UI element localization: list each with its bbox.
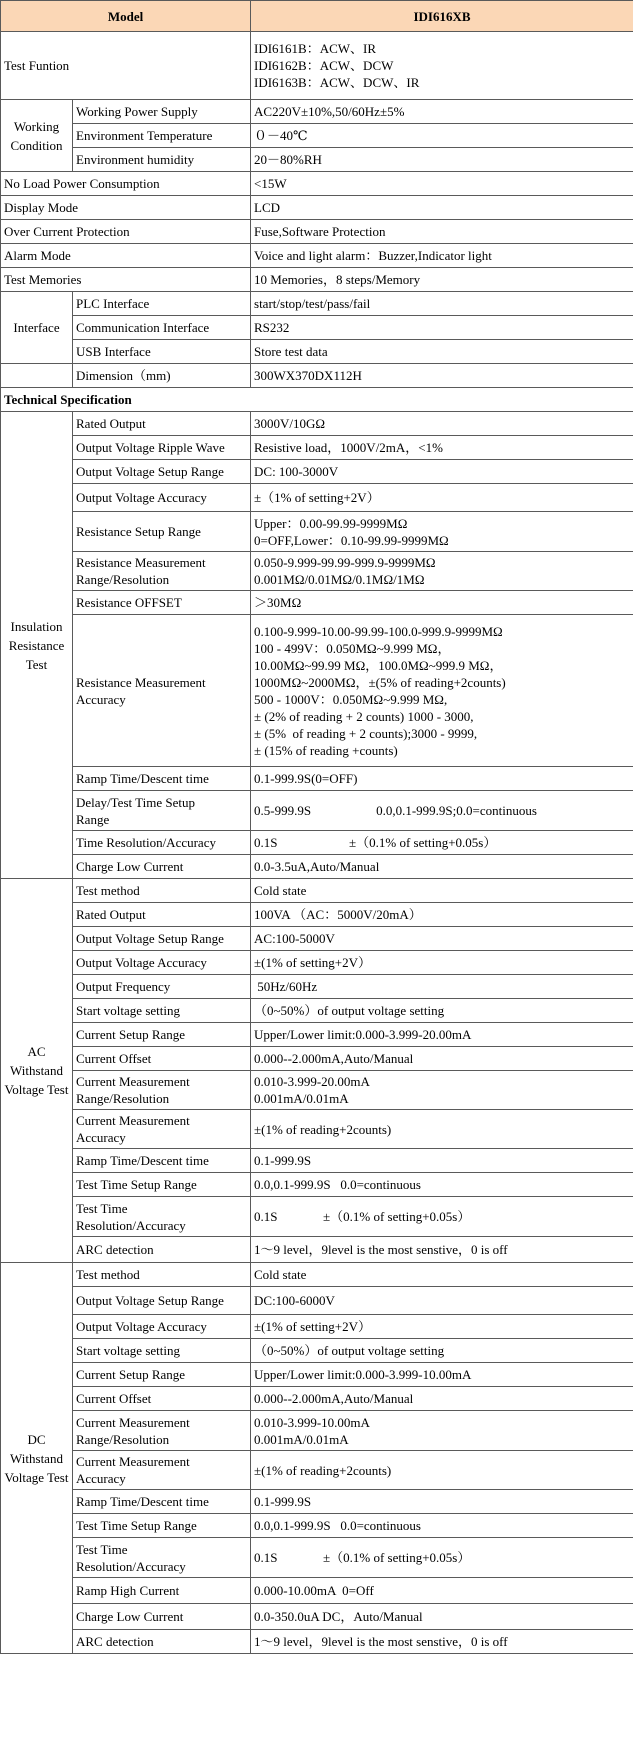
param-value [251,1339,633,1363]
param-name [73,460,251,484]
param-value [251,1149,633,1173]
value-line: 0.1S ±（0.1% of setting+0.05s） [254,835,497,850]
value-line: 0.1-999.9S(0=OFF) [254,771,358,786]
param-name: Working Power Supply [73,100,251,124]
param-value [251,460,633,484]
value-line: ± (15% of reading +counts) [254,742,398,758]
param-line: Resistance Measurement [76,555,206,570]
test-function-row [1,32,633,100]
param-value [251,1173,633,1197]
param-name [73,951,251,975]
param-name [73,1110,251,1149]
param-line: Ramp High Current [76,1583,180,1598]
spec-row [1,1578,633,1604]
section-label: DC Withstand Voltage Test [1,1263,73,1654]
value-line: 1～9 level，9level is the most senstive，0 is off [254,1634,508,1649]
spec-row [1,1071,633,1110]
param-value [251,1315,633,1339]
spec-row [1,1237,633,1263]
param-name [73,1237,251,1263]
param-line: Current Offset [76,1391,152,1406]
value-line: 0.050-9.999-99.99-999.9-9999MΩ [254,555,436,570]
value-line: ±(1% of setting+2V） [254,1319,372,1334]
param-line: Test method [76,883,140,898]
param-name [73,1287,251,1315]
param-value [251,999,633,1023]
param-line: Current Setup Range [76,1367,186,1382]
param-line: Test Time Setup Range [76,1518,197,1533]
value-line: Upper：0.00-99.99-9999MΩ [254,515,408,531]
param-value [251,951,633,975]
param-line: Test Time Setup Range [76,1177,197,1192]
value-line: 0.010-3.999-20.00mA [254,1074,370,1089]
param-line: Current Setup Range [76,1027,186,1042]
value-line: （0~50%）of output voltage setting [254,1003,445,1018]
param-name [73,1451,251,1490]
param-name [73,767,251,791]
param-line: Output Voltage Accuracy [76,490,207,505]
value-line: 0.0,0.1-999.9S 0.0=continuous [254,1518,421,1533]
param-line: Output Voltage Setup Range [76,1293,224,1308]
param-name [73,436,251,460]
value-line: 0.1S ±（0.1% of setting+0.05s） [254,1209,471,1224]
param-name: No Load Power Consumption [1,172,251,196]
param-value: LCD [251,196,633,220]
param-value [251,1047,633,1071]
param-value: 10 Memories，8 steps/Memory [251,268,633,292]
spec-row [1,879,633,903]
spec-row [1,855,633,879]
param-value [251,975,633,999]
param-line: Current Measurement [76,1414,190,1430]
spec-row [1,1339,633,1363]
param-name [73,512,251,552]
param-value [251,1237,633,1263]
value-line: 0=OFF,Lower：0.10-99.99-9999MΩ [254,532,449,548]
section-label: Insulation Resistance Test [1,412,73,879]
interface-label: Interface [1,292,73,364]
param-value [251,512,633,552]
param-line: Ramp Time/Descent time [76,1153,209,1168]
param-value [251,791,633,831]
spec-row [1,1287,633,1315]
tech-spec-row [1,388,633,412]
param-line: Range [76,811,110,827]
param-name [73,1387,251,1411]
spec-row [1,1110,633,1149]
param-line: Charge Low Current [76,1609,184,1624]
spec-row [1,1047,633,1071]
value-line: 0.0-350.0uA DC，Auto/Manual [254,1609,423,1624]
spec-row [1,767,633,791]
spec-row [1,1538,633,1578]
value-line: 0.0-3.5uA,Auto/Manual [254,859,380,874]
param-name [73,1197,251,1237]
value-line: 0.000-10.00mA 0=Off [254,1583,374,1598]
param-line: Charge Low Current [76,859,184,874]
spec-row [1,975,633,999]
dimension-row [1,364,633,388]
param-line: Delay/Test Time Setup [76,794,195,810]
value-line: AC:100-5000V [254,931,335,946]
spec-row [1,791,633,831]
param-name [73,1604,251,1630]
param-name: Test Memories [1,268,251,292]
value-line: 0.1S ±（0.1% of setting+0.05s） [254,1550,471,1565]
value-line: 0.1-999.9S [254,1494,312,1509]
value-line: 0.010-3.999-10.00mA [254,1414,370,1430]
param-line: Current Measurement [76,1074,190,1089]
param-value [251,1604,633,1630]
empty-cell [1,364,73,388]
param-name: Over Current Protection [1,220,251,244]
param-name: Environment Temperature [73,124,251,148]
interface-row [1,292,633,316]
param-line: Output Voltage Ripple Wave [76,440,225,455]
param-line: Resolution/Accuracy [76,1217,186,1233]
param-name: USB Interface [73,340,251,364]
param-line: Resistance OFFSET [76,595,182,610]
param-name [73,1490,251,1514]
param-name [73,552,251,591]
spec-row [1,1490,633,1514]
param-value [251,1411,633,1451]
param-name [73,412,251,436]
spec-row [1,591,633,615]
param-line: Range/Resolution [76,572,170,587]
param-line: ARC detection [76,1242,154,1257]
param-line: Output Voltage Setup Range [76,464,224,479]
value-line: ± (2% of reading + 2 counts) 1000 - 3000, [254,708,474,724]
param-value [251,1023,633,1047]
spec-row [1,615,633,767]
value-line: ± (5% of reading + 2 counts);3000 - 9999, [254,725,478,741]
param-name [73,791,251,831]
header-row [1,1,633,32]
param-line: Range/Resolution [76,1431,170,1447]
spec-row [1,1023,633,1047]
param-line: Rated Output [76,907,146,922]
spec-row [1,1149,633,1173]
param-value: Store test data [251,340,633,364]
spec-row [1,436,633,460]
param-value: AC220V±10%,50/60Hz±5% [251,100,633,124]
spec-row [1,1451,633,1490]
param-name: Alarm Mode [1,244,251,268]
value-line: Upper/Lower limit:0.000-3.999-10.00mA [254,1367,472,1382]
model-label: Model [1,1,251,32]
param-line: Time Resolution/Accuracy [76,835,216,850]
value-line: ＞30MΩ [254,595,302,610]
spec-row [1,1411,633,1451]
param-name: Display Mode [1,196,251,220]
value-line: ±(1% of reading+2counts) [254,1462,392,1478]
param-line: Accuracy [76,1130,126,1145]
value-line: 0.1-999.9S [254,1153,312,1168]
test-function-label: Test Funtion [1,32,251,100]
value-line: 1000MΩ~2000MΩ，±(5% of reading+2counts) [254,674,506,690]
value-line: DC:100-6000V [254,1293,335,1308]
interface-row [1,316,633,340]
test-function-value [251,32,633,100]
value-line: 500 - 1000V：0.050MΩ~9.999 MΩ, [254,691,448,707]
param-name: Dimension（mm) [73,364,251,388]
param-value [251,927,633,951]
param-name [73,591,251,615]
param-value [251,591,633,615]
param-name [73,975,251,999]
value-line: 100VA （AC：5000V/20mA） [254,907,422,922]
spec-row [1,927,633,951]
param-line: Accuracy [76,1471,126,1486]
value-line: 0.001mA/0.01mA [254,1091,349,1106]
param-name [73,879,251,903]
param-value [251,552,633,591]
model-value: IDI616XB [251,1,633,32]
param-name [73,1411,251,1451]
param-line: Output Voltage Setup Range [76,931,224,946]
spec-row [1,951,633,975]
param-value: 300WX370DX112H [251,364,633,388]
param-value [251,615,633,767]
param-name [73,1047,251,1071]
spec-row [1,552,633,591]
param-name [73,1363,251,1387]
param-name [73,1315,251,1339]
param-line: Output Voltage Accuracy [76,955,207,970]
value-line: 100 - 499V：0.050MΩ~9.999 MΩ， [254,640,451,656]
param-value [251,1071,633,1110]
param-name [73,1173,251,1197]
param-name [73,1630,251,1654]
param-line: Current Offset [76,1051,152,1066]
value-line: 3000V/10GΩ [254,416,326,431]
test-function-line: IDI6162B：ACW、DCW [254,58,394,73]
param-name [73,855,251,879]
param-name [73,1339,251,1363]
param-value [251,1197,633,1237]
working-condition-label: Working Condition [1,100,73,172]
param-value: <15W [251,172,633,196]
param-name [73,927,251,951]
general-row [1,244,633,268]
value-line: 0.5-999.9S 0.0,0.1-999.9S;0.0=continuous [254,803,537,818]
param-line: Range/Resolution [76,1091,170,1106]
insulation-section [1,412,633,879]
param-value: Voice and light alarm：Buzzer,Indicator light [251,244,633,268]
param-line: Current Measurement [76,1113,190,1128]
spec-row [1,903,633,927]
param-line: Resistance Measurement [76,674,206,690]
param-line: Ramp Time/Descent time [76,771,209,786]
param-value [251,903,633,927]
param-value [251,436,633,460]
working-condition-row [1,148,633,172]
working-condition-row [1,124,633,148]
param-value: Fuse,Software Protection [251,220,633,244]
param-value [251,1387,633,1411]
param-name [73,903,251,927]
param-value: 20－80%RH [251,148,633,172]
test-function-line: IDI6163B：ACW、DCW、IR [254,75,420,90]
working-condition-row [1,100,633,124]
param-name [73,831,251,855]
param-line: Current Measurement [76,1454,190,1469]
param-line: Test method [76,1267,140,1282]
param-name [73,484,251,512]
param-line: Output Voltage Accuracy [76,1319,207,1334]
interface-row [1,340,633,364]
param-value: start/stop/test/pass/fail [251,292,633,316]
spec-row [1,1604,633,1630]
value-line: Resistive load，1000V/2mA，<1% [254,440,443,455]
value-line: 10.00MΩ~99.99 MΩ，100.0MΩ~999.9 MΩ， [254,657,503,673]
param-value [251,1630,633,1654]
value-line: 0.001MΩ/0.01MΩ/0.1MΩ/1MΩ [254,572,425,587]
param-name [73,1538,251,1578]
param-line: Output Frequency [76,979,171,994]
param-value [251,1110,633,1149]
spec-row [1,484,633,512]
param-line: Resolution/Accuracy [76,1558,186,1574]
test-function-line: IDI6161B：ACW、IR [254,41,377,56]
section-label: AC Withstand Voltage Test [1,879,73,1263]
value-line: 0.100-9.999-10.00-99.99-100.0-999.9-9999MΩ [254,623,503,639]
param-name [73,1023,251,1047]
spec-row [1,1315,633,1339]
param-name [73,1149,251,1173]
value-line: DC: 100-3000V [254,464,339,479]
param-name [73,999,251,1023]
value-line: ±（1% of setting+2V） [254,490,380,505]
param-value [251,855,633,879]
value-line: 50Hz/60Hz [254,979,318,994]
param-name [73,1071,251,1110]
param-value [251,1538,633,1578]
spec-row [1,1173,633,1197]
spec-row [1,1387,633,1411]
value-line: 0.001mA/0.01mA [254,1431,349,1447]
param-value [251,1514,633,1538]
param-line: ARC detection [76,1634,154,1649]
spec-row [1,460,633,484]
value-line: Cold state [254,1267,307,1282]
param-name [73,1263,251,1287]
general-row [1,196,633,220]
param-value [251,879,633,903]
value-line: 0.000--2.000mA,Auto/Manual [254,1051,414,1066]
param-line: Accuracy [76,691,126,707]
value-line: Cold state [254,883,307,898]
param-value [251,484,633,512]
param-line: Start voltage setting [76,1343,180,1358]
param-value [251,831,633,855]
param-line: Resistance Setup Range [76,524,201,539]
value-line: Upper/Lower limit:0.000-3.999-20.00mA [254,1027,472,1042]
param-line: Start voltage setting [76,1003,180,1018]
general-row [1,220,633,244]
spec-row [1,512,633,552]
tech-spec-title: Technical Specification [1,388,633,412]
value-line: ±(1% of reading+2counts) [254,1121,392,1137]
spec-row [1,1263,633,1287]
spec-row [1,999,633,1023]
param-line: Rated Output [76,416,146,431]
param-name: Environment humidity [73,148,251,172]
param-name [73,1514,251,1538]
param-name [73,1578,251,1604]
param-value: ０－40℃ [251,124,633,148]
value-line: 0.0,0.1-999.9S 0.0=continuous [254,1177,421,1192]
param-value [251,1451,633,1490]
param-name [73,615,251,767]
param-value [251,412,633,436]
param-value [251,767,633,791]
param-line: Test Time [76,1541,128,1557]
value-line: 1～9 level，9level is the most senstive，0 is off [254,1242,508,1257]
general-row [1,172,633,196]
dc-withstand-section [1,1263,633,1654]
general-row [1,268,633,292]
spec-row [1,1630,633,1654]
spec-row [1,1197,633,1237]
param-value [251,1490,633,1514]
param-line: Ramp Time/Descent time [76,1494,209,1509]
value-line: （0~50%）of output voltage setting [254,1343,445,1358]
value-line: ±(1% of setting+2V） [254,955,372,970]
spec-row [1,1363,633,1387]
spec-row [1,412,633,436]
param-name: Communication Interface [73,316,251,340]
param-value [251,1287,633,1315]
ac-withstand-section [1,879,633,1263]
spec-row [1,831,633,855]
param-name: PLC Interface [73,292,251,316]
param-value [251,1263,633,1287]
param-line: Test Time [76,1200,128,1216]
value-line: 0.000--2.000mA,Auto/Manual [254,1391,414,1406]
param-value [251,1363,633,1387]
param-value [251,1578,633,1604]
param-value: RS232 [251,316,633,340]
spec-row [1,1514,633,1538]
